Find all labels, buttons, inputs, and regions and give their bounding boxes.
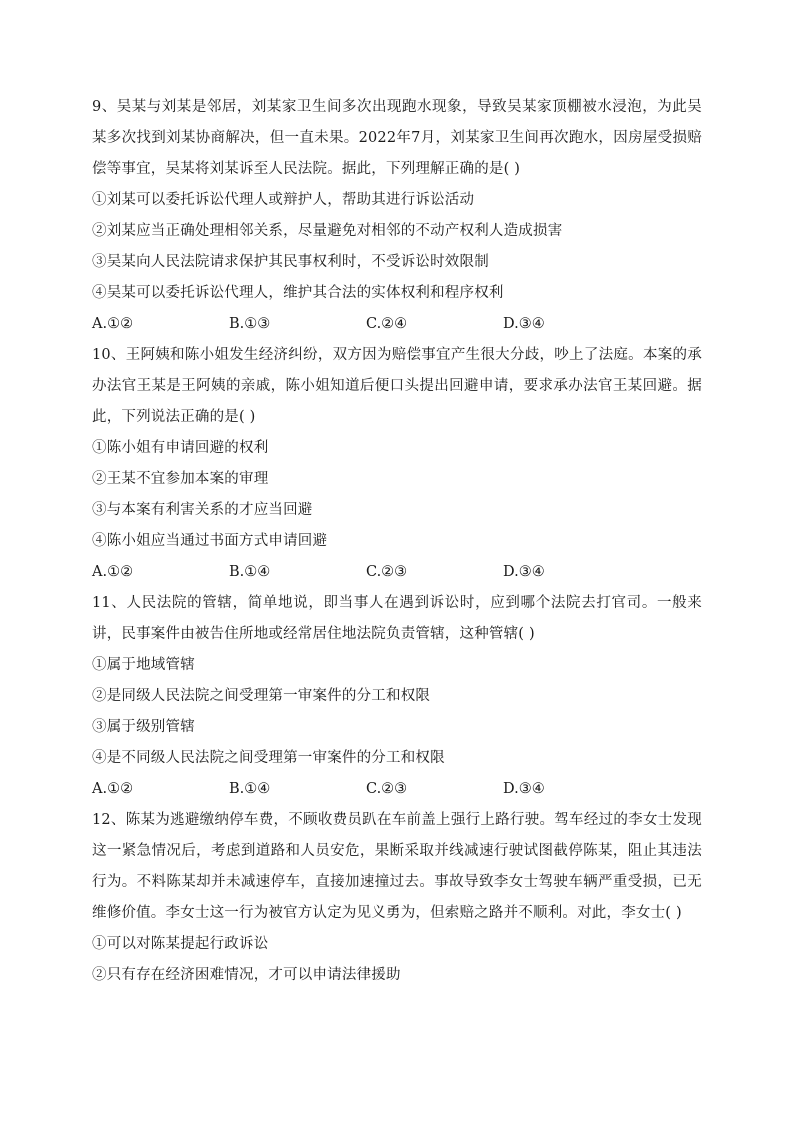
option-a: A.①② bbox=[92, 316, 134, 332]
statement: ③吴某向人民法院请求保护其民事权利时，不受诉讼时效限制 bbox=[92, 254, 489, 270]
statement: ①陈小姐有申请回避的权利 bbox=[92, 440, 269, 456]
answer-options bbox=[92, 557, 702, 588]
question-stem: 11、人民法院的管辖，简单地说，即当事人在遇到诉讼时，应到哪个法院去打官司。一般来讲，民事案件由被告住所地或经常居住地法院负责管辖，这种管辖( ) bbox=[92, 595, 702, 642]
statement: ③与本案有利害关系的才应当回避 bbox=[92, 502, 313, 518]
question-12 bbox=[92, 805, 702, 991]
statement: ②王某不宜参加本案的审理 bbox=[92, 471, 269, 487]
question-10 bbox=[92, 340, 702, 588]
option-a: A.①② bbox=[92, 781, 134, 797]
answer-options bbox=[92, 774, 702, 805]
option-c: C.②④ bbox=[366, 316, 408, 332]
option-b: B.①④ bbox=[229, 781, 271, 797]
question-stem: 9、吴某与刘某是邻居，刘某家卫生间多次出现跑水现象，导致吴某家顶棚被水浸泡，为此吴某多次找到刘某协商解决，但一直未果。2022年7月，刘某家卫生间再次跑水，因房屋受损赔偿等事宜，吴某将刘某诉至人民法院。据此，下列理解正确的是( ) bbox=[92, 99, 702, 177]
option-d: D.③④ bbox=[503, 564, 545, 580]
option-b: B.①③ bbox=[229, 316, 271, 332]
statement: ①刘某可以委托诉讼代理人或辩护人，帮助其进行诉讼活动 bbox=[92, 192, 475, 208]
option-c: C.②③ bbox=[366, 564, 408, 580]
option-a: A.①② bbox=[92, 564, 134, 580]
statement: ④吴某可以委托诉讼代理人，维护其合法的实体权利和程序权利 bbox=[92, 285, 504, 301]
statement: ②是同级人民法院之间受理第一审案件的分工和权限 bbox=[92, 688, 431, 704]
question-stem: 12、陈某为逃避缴纳停车费，不顾收费员趴在车前盖上强行上路行驶。驾车经过的李女士发现这一紧急情况后，考虑到道路和人员安危，果断采取并线减速行驶试图截停陈某，阻止其违法行为。不料陈某却并未减速停车，直接加速撞过去。事故导致李女士驾驶车辆严重受损，已无维修价值。李女士这一行为被官方认定为见义勇为，但索赔之路并不顺利。对此，李女士( ) bbox=[92, 812, 702, 921]
answer-options bbox=[92, 309, 702, 340]
question-11 bbox=[92, 588, 702, 805]
option-c: C.②③ bbox=[366, 781, 408, 797]
option-b: B.①④ bbox=[229, 564, 271, 580]
statement: ④是不同级人民法院之间受理第一审案件的分工和权限 bbox=[92, 750, 445, 766]
statement: ②刘某应当正确处理相邻关系，尽量避免对相邻的不动产权利人造成损害 bbox=[92, 223, 563, 239]
statement: ②只有存在经济困难情况，才可以申请法律援助 bbox=[92, 967, 401, 983]
statement: ③属于级别管辖 bbox=[92, 719, 195, 735]
question-9 bbox=[92, 92, 702, 340]
option-d: D.③④ bbox=[503, 781, 545, 797]
option-d: D.③④ bbox=[503, 316, 545, 332]
statement: ①属于地域管辖 bbox=[92, 657, 195, 673]
statement: ④陈小姐应当通过书面方式申请回避 bbox=[92, 533, 328, 549]
question-stem: 10、王阿姨和陈小姐发生经济纠纷，双方因为赔偿事宜产生很大分歧，吵上了法庭。本案的承办法官王某是王阿姨的亲戚，陈小姐知道后便口头提出回避申请，要求承办法官王某回避。据此，下列说法正确的是( ) bbox=[92, 347, 702, 425]
question-list bbox=[92, 92, 702, 991]
statement: ①可以对陈某提起行政诉讼 bbox=[92, 936, 269, 952]
